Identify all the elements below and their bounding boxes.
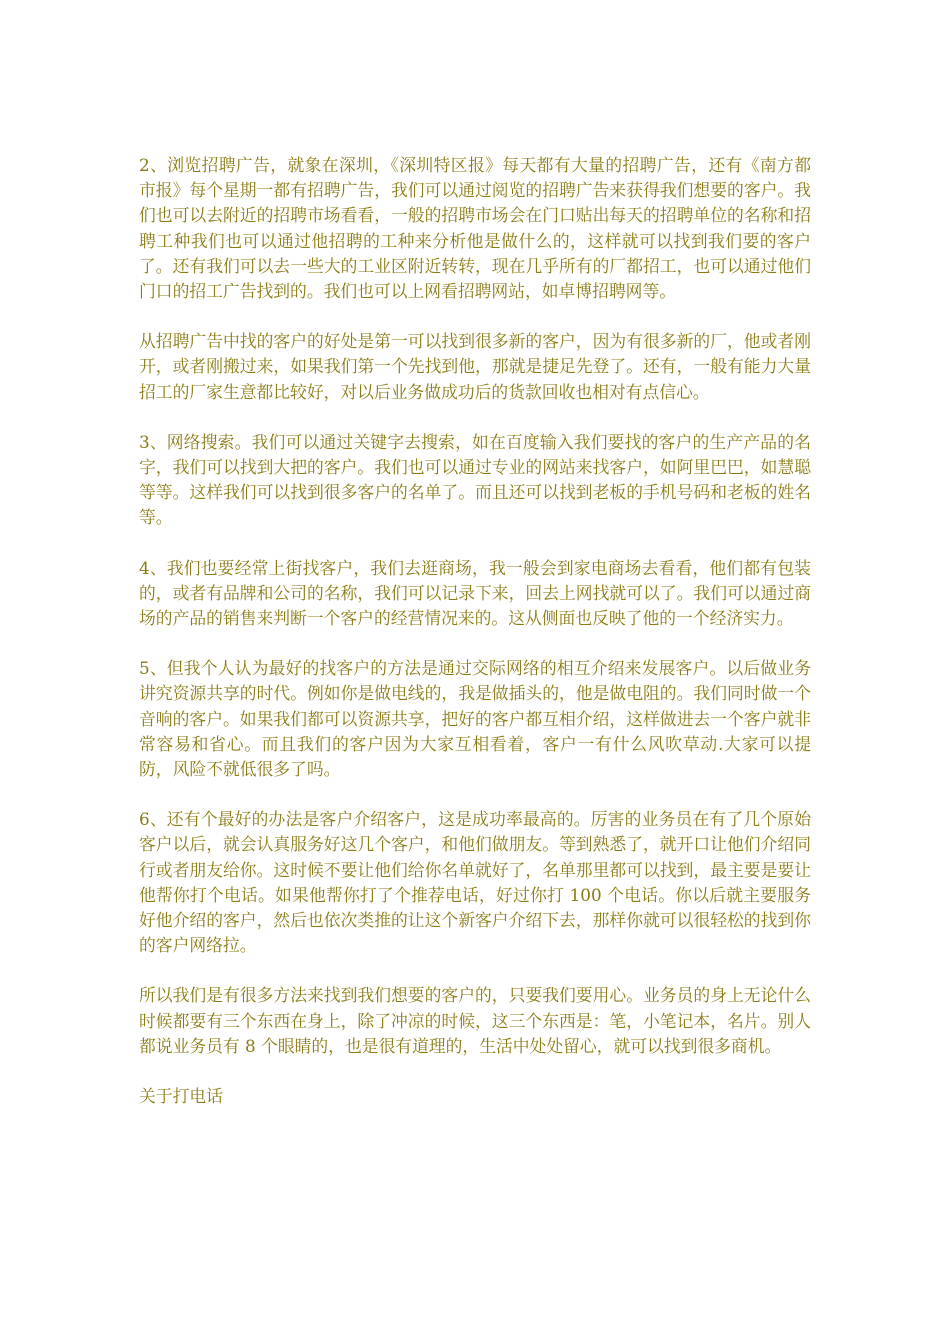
paragraph-street-search: 4、我们也要经常上街找客户，我们去逛商场，我一般会到家电商场去看看，他们都有包装的，或者有品牌和公司的名称，我们可以记录下来，回去上网找就可以了。我们可以通过商场的产品的销售来判断一个客户的经营情况来的。这从侧面也反映了他的一个经济实力。: [139, 557, 811, 629]
paragraph-conclusion: 所以我们是有很多方法来找到我们想要的客户的，只要我们要用心。业务员的身上无论什么时候都要有三个东西在身上，除了冲凉的时候，这三个东西是：笔，小笔记本，名片。别人都说业务员有 8 个眼睛的，也是很有道理的，生活中处处留心，就可以找到很多商机。: [139, 985, 811, 1056]
section-heading-phone-calls: 关于打电话: [139, 1086, 223, 1107]
document-body: [139, 153, 811, 1109]
paragraph-client-referral: 6、还有个最好的办法是客户介绍客户，这是成功率最高的。厉害的业务员在有了几个原始客户以后，就会认真服务好这几个客户，和他们做朋友。等到熟悉了，就开口让他们介绍同行或者朋友给你。这时候不要让他们给你名单就好了，名单那里都可以找到，最主要是要让他帮你打个电话。如果他帮你打了个推荐电话，好过你打 100 个电话。你以后就主要服务好他介绍的客户，然后也依次类推的让这个新客户介绍下去，那样你就可以很轻松的找到你的客户网络拉。: [139, 809, 811, 956]
paragraph-recruitment-ads: 2、浏览招聘广告，就象在深圳，《深圳特区报》每天都有大量的招聘广告，还有《南方都市报》每个星期一都有招聘广告，我们可以通过阅览的招聘广告来获得我们想要的客户。我们也可以去附近的招聘市场看看，一般的招聘市场会在门口贴出每天的招聘单位的名称和招聘工种我们也可以通过他招聘的工种来分析他是做什么的，这样就可以找到我们要的客户了。还有我们可以去一些大的工业区附近转转，现在几乎所有的厂都招工，也可以通过他们门口的招工广告找到的。我们也可以上网看招聘网站，如卓博招聘网等。: [139, 155, 811, 302]
paragraph-web-search: 3、网络搜索。我们可以通过关键字去搜索，如在百度输入我们要找的客户的生产产品的名字，我们可以找到大把的客户。我们也可以通过专业的网站来找客户，如阿里巴巴，如慧聪等等。这样我们可以找到很多客户的名单了。而且还可以找到老板的手机号码和老板的姓名等。: [139, 431, 811, 528]
paragraph-social-network: 5、但我个人认为最好的找客户的方法是通过交际网络的相互介绍来发展客户。以后做业务讲究资源共享的时代。例如你是做电线的，我是做插头的，他是做电阻的。我们同时做一个音响的客户。如果我们都可以资源共享，把好的客户都互相介绍，这样做进去一个客户就非常容易和省心。而且我们的客户因为大家互相看着，客户一有什么风吹草动.大家可以提防，风险不就低很多了吗。: [139, 658, 811, 780]
paragraph-recruitment-benefits: 从招聘广告中找的客户的好处是第一可以找到很多新的客户，因为有很多新的厂，他或者刚开，或者刚搬过来，如果我们第一个先找到他，那就是捷足先登了。还有，一般有能力大量招工的厂家生意都比较好，对以后业务做成功后的货款回收也相对有点信心。: [139, 331, 811, 402]
